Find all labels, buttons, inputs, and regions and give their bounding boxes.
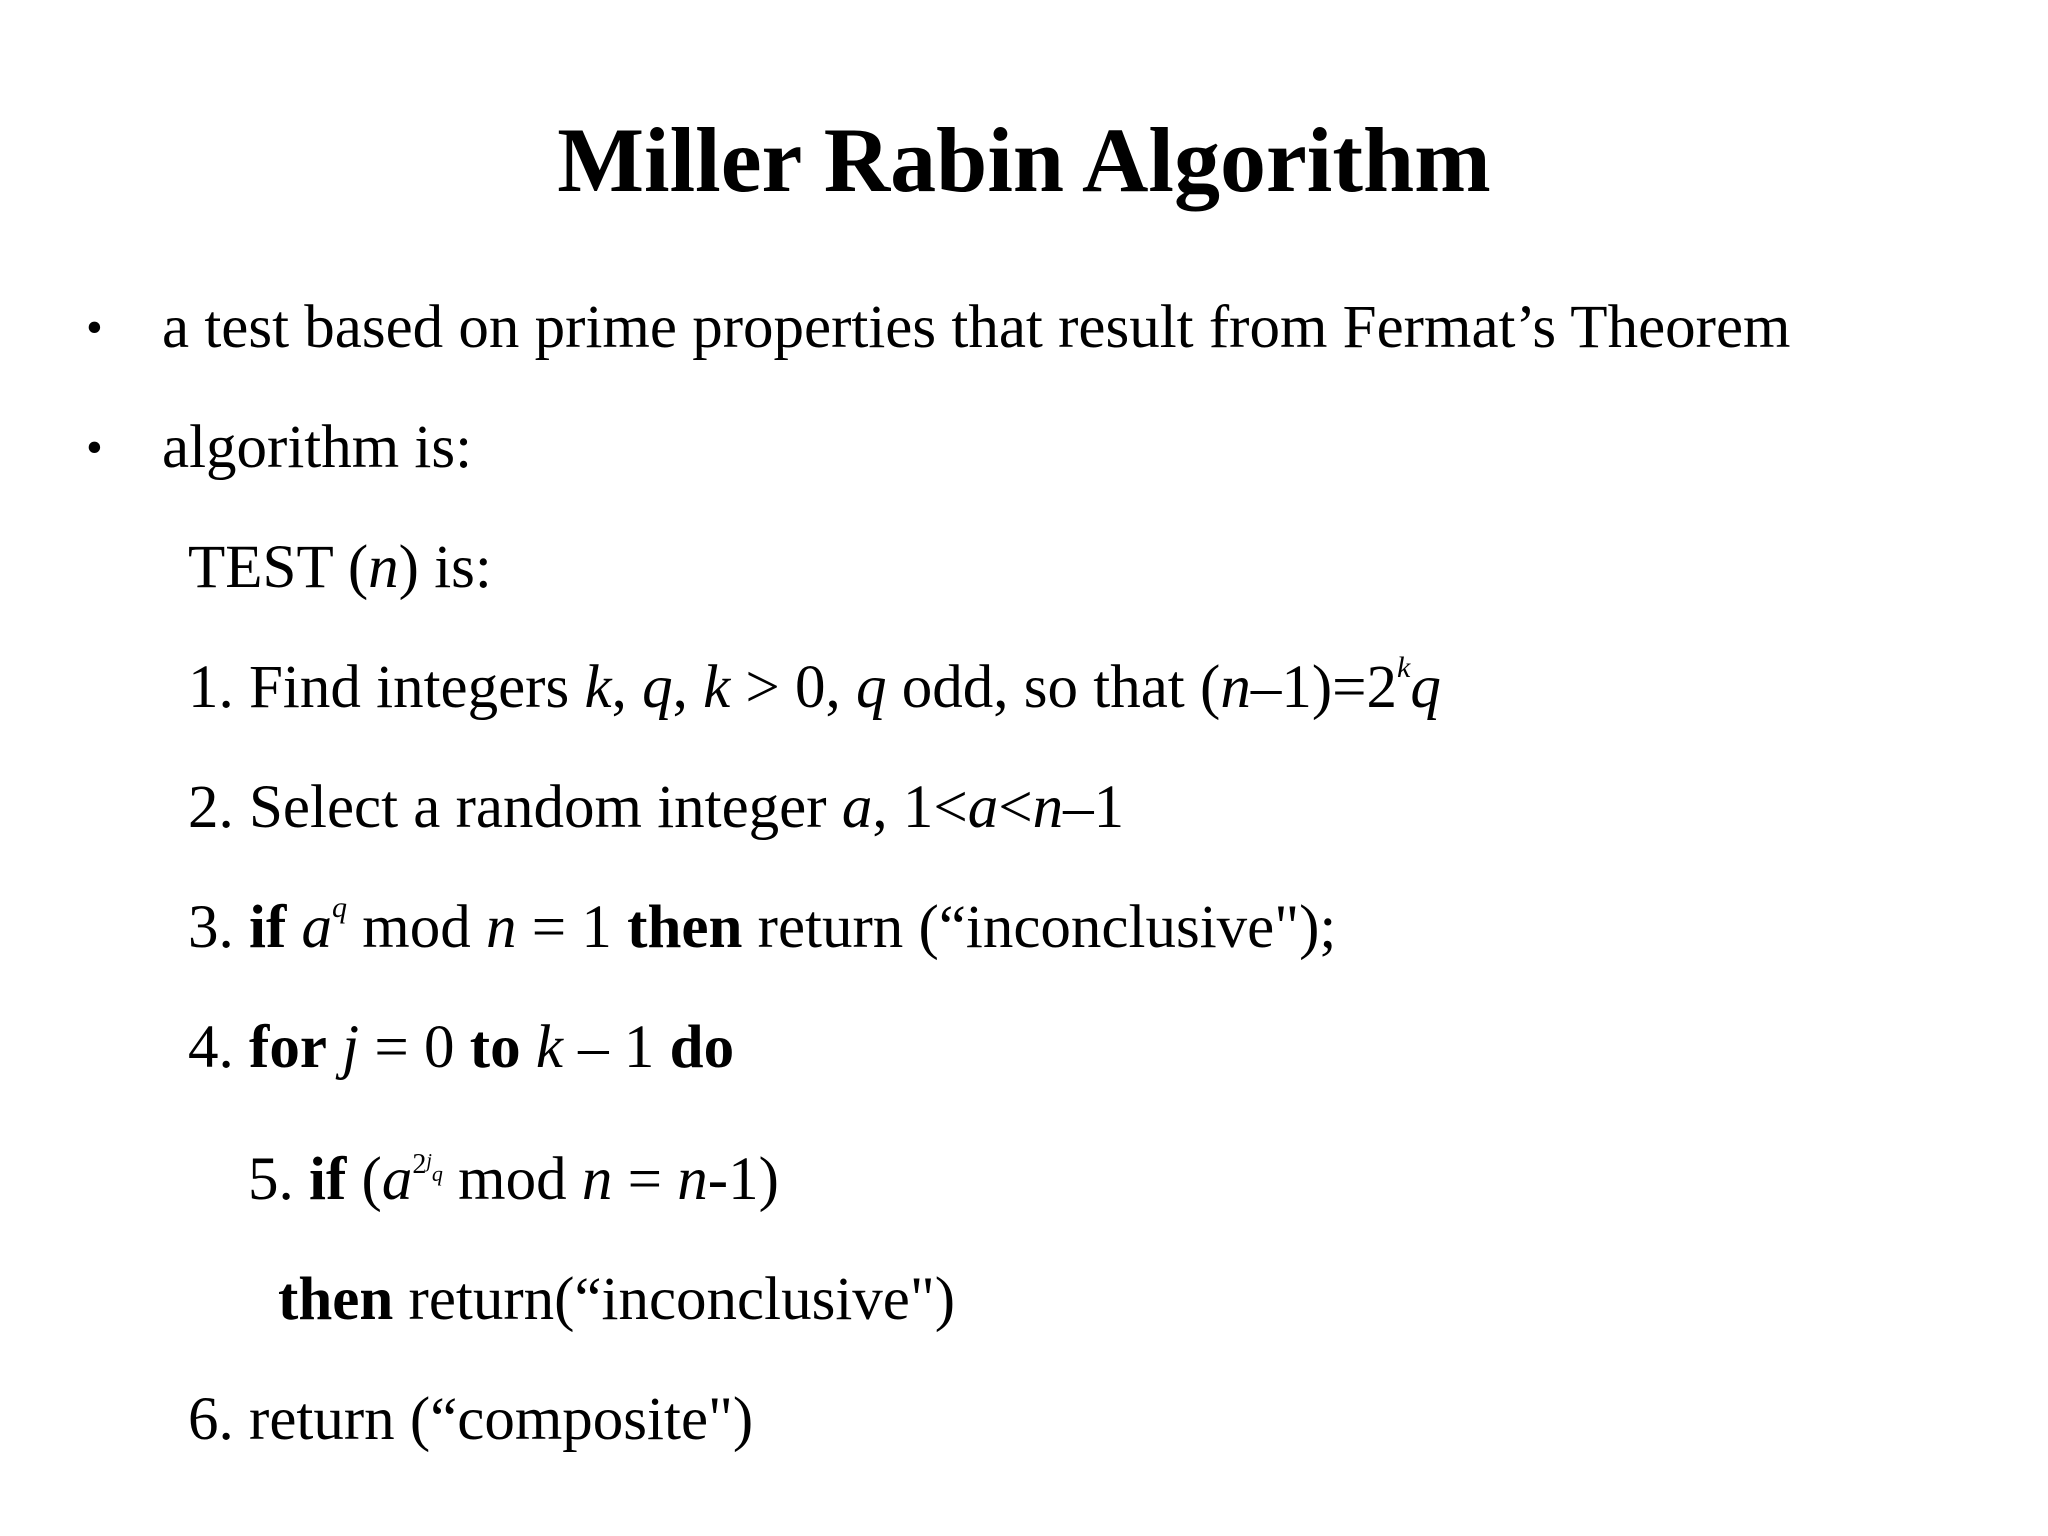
slide-title: Miller Rabin Algorithm bbox=[557, 109, 1491, 211]
bullet-text-algorithm: algorithm is: bbox=[162, 414, 473, 481]
algorithm-step-4: 4. for j = 0 to k – 1 do bbox=[188, 1014, 735, 1081]
algorithm-step-3: 3. if $a^q$ mod n = 1 then return (“inconclusive"); bbox=[188, 891, 1337, 961]
algorithm-step-5: 5. if ($a^{2jq}$ mod n = n-1) bbox=[248, 1146, 779, 1213]
algorithm-step-5-then: then return(“inconclusive") bbox=[278, 1266, 956, 1333]
algorithm-header: TEST (n) is: bbox=[188, 534, 492, 601]
bullet-marker: • bbox=[86, 301, 103, 354]
algorithm-step-1: 1. Find integers k, q, k > 0, q odd, so that $(n-1)=2^kq$ bbox=[188, 651, 1441, 721]
bullet-text-fermat: a test based on prime properties that result from Fermat’s Theorem bbox=[162, 294, 1791, 361]
bullet-marker: • bbox=[86, 421, 103, 474]
algorithm-step-2: 2. Select a random integer a, 1<a<n–1 bbox=[188, 774, 1125, 841]
algorithm-step-6: 6. return (“composite") bbox=[188, 1386, 754, 1453]
